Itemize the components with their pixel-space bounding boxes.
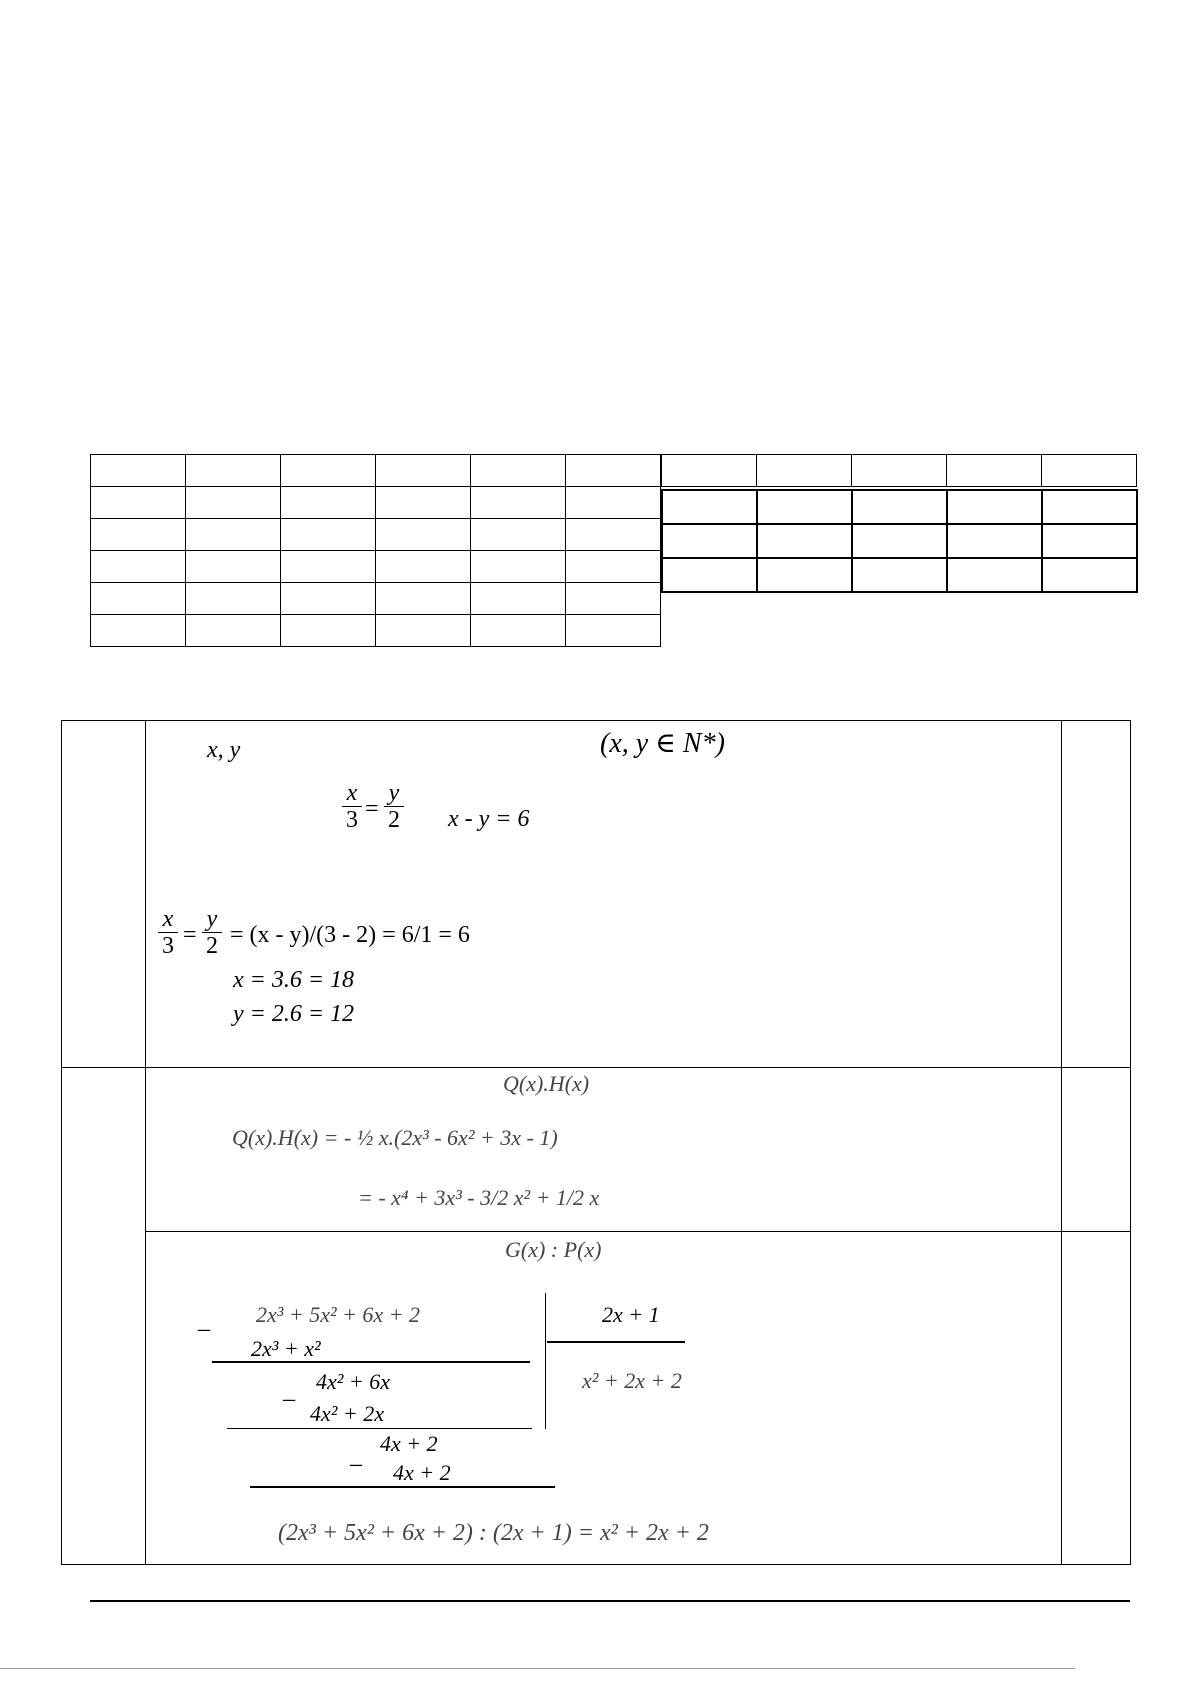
ratio-x-over-3: $\frac{x}{3}$	[342, 780, 362, 833]
divisor-bar	[545, 1293, 546, 1429]
chain-equals-1: =	[183, 922, 197, 948]
quotient-bar	[547, 1341, 685, 1343]
page-bottom-rule	[0, 1668, 1075, 1669]
solution-frame	[61, 720, 1131, 1565]
subtrahend-1: 2x³ + x²	[251, 1336, 321, 1361]
ratio-y-over-2: $\frac{y}{2}$	[384, 780, 404, 833]
chain-x-over-3: $\frac{x}{3}$	[158, 906, 178, 959]
footer-rule	[90, 1600, 1130, 1602]
column-divider-left	[145, 720, 146, 1565]
subtrahend-2: 4x² + 2x	[310, 1401, 384, 1426]
equals-sign: =	[365, 796, 379, 822]
chain-y-over-2: $\frac{y}{2}$	[202, 906, 222, 959]
domain-condition: (x, y ∈ N*)	[600, 728, 725, 759]
division-heading: G(x) : P(x)	[505, 1237, 602, 1262]
minus-sign-1: _	[198, 1308, 210, 1334]
row-divider-1	[61, 1067, 1131, 1068]
product-line-2: = - x⁴ + 3x³ - 3/2 x² + 1/2 x	[358, 1185, 600, 1210]
divisor: 2x + 1	[602, 1302, 660, 1327]
x-value: x = 3.6 = 18	[233, 967, 355, 993]
y-value: y = 2.6 = 12	[233, 1001, 355, 1027]
answer-grid-right	[661, 489, 1138, 593]
product-line-1: Q(x).H(x) = - ½ x.(2x³ - 6x² + 3x - 1)	[232, 1125, 558, 1150]
remainder-1: 4x² + 6x	[316, 1369, 390, 1394]
difference-equation: x - y = 6	[448, 806, 530, 832]
variables-label: x, y	[207, 737, 241, 763]
division-rule-1	[212, 1361, 530, 1363]
chain-rest: = (x - y)/(3 - 2) = 6/1 = 6	[230, 922, 470, 948]
column-divider-right	[1061, 720, 1062, 1565]
minus-sign-2: _	[283, 1378, 295, 1404]
subtrahend-3: 4x + 2	[393, 1460, 451, 1485]
division-rule-3	[250, 1486, 555, 1488]
product-heading: Q(x).H(x)	[503, 1071, 590, 1096]
division-result: (2x³ + 5x² + 6x + 2) : (2x + 1) = x² + 2x + 2	[278, 1520, 709, 1546]
answer-grid-left	[90, 454, 661, 647]
division-rule-2	[227, 1428, 532, 1429]
remainder-2: 4x + 2	[380, 1431, 438, 1456]
minus-sign-3: _	[350, 1443, 362, 1469]
row-divider-2	[145, 1231, 1131, 1232]
quotient: x² + 2x + 2	[582, 1368, 682, 1393]
answer-grid-top-extension	[661, 454, 1137, 487]
dividend: 2x³ + 5x² + 6x + 2	[256, 1302, 421, 1327]
